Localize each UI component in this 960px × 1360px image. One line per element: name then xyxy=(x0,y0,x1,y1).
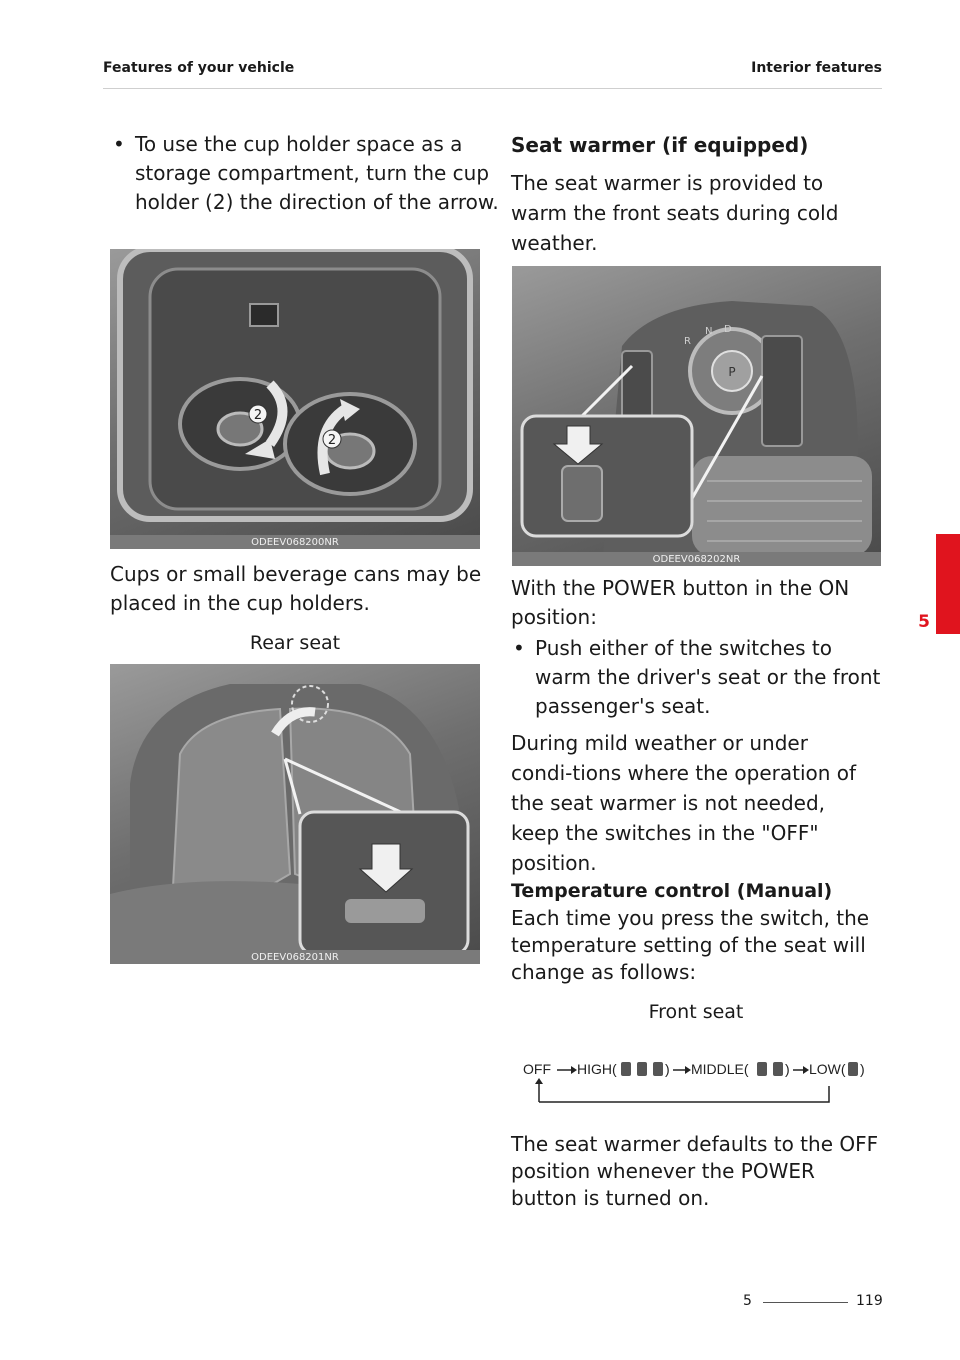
seat-warmer-title: Seat warmer (if equipped) xyxy=(511,133,809,157)
front-seat-label: Front seat xyxy=(648,1001,744,1023)
gear-r: R xyxy=(684,336,691,347)
seq-low-close: ) xyxy=(860,1061,865,1077)
seat-warmer-intro: The seat warmer is provided to warm the front seats during cold weather. xyxy=(511,171,839,255)
seq-middle: MIDDLE( xyxy=(691,1061,749,1077)
heat-level-low-icons xyxy=(848,1062,858,1076)
cup-holder-marker-2: 2 xyxy=(327,433,337,448)
heat-level-high-icons xyxy=(621,1062,663,1076)
seq-high: HIGH( xyxy=(577,1061,617,1077)
rear-seat-label: Rear seat xyxy=(249,632,341,654)
footer-divider xyxy=(763,1302,848,1303)
seat-warmer-illustration xyxy=(512,266,881,566)
seq-middle-close: ) xyxy=(785,1061,790,1077)
heat-level-middle-icons xyxy=(757,1062,783,1076)
header-divider xyxy=(103,88,882,89)
footer-chapter-number: 5 xyxy=(743,1293,752,1309)
cup-holder-marker-1: 2 xyxy=(253,408,263,423)
seq-high-close: ) xyxy=(665,1061,670,1077)
loop-arrow-icon xyxy=(535,1078,543,1084)
defaults-paragraph: The seat warmer defaults to the OFF position whenever the POWER button is turned on. xyxy=(511,1132,879,1210)
header-chapter-title: Interior features xyxy=(751,60,882,76)
header-section-title: Features of your vehicle xyxy=(103,60,295,76)
temp-control-title: Temperature control (Manual) xyxy=(511,880,833,902)
chapter-side-tab xyxy=(936,534,960,634)
mild-weather-paragraph: During mild weather or under condi-tions where the operation of the seat warmer is not needed, keep the switches in the "OFF" position. xyxy=(511,731,857,875)
temperature-sequence-diagram xyxy=(511,1050,881,1110)
gear-p: P xyxy=(728,365,736,379)
gear-n: N xyxy=(705,326,713,337)
cup-holder-bullet: • To use the cup holder space as a storage compartment, turn the cup holder (2) the direction of the arrow. xyxy=(113,130,503,217)
figure-1-code: ODEEV068200NR xyxy=(251,537,339,548)
seat-warmer-bullet: • Push either of the switches to warm the driver's seat or the front passenger's seat. xyxy=(513,634,893,721)
loop-line xyxy=(539,1086,829,1102)
seat-warmer-figure xyxy=(512,266,881,566)
cups-paragraph: Cups or small beverage cans may be placed in the cup holders. xyxy=(110,562,482,615)
cup-holder-figure xyxy=(110,249,480,549)
power-on-paragraph: With the POWER button in the ON position: xyxy=(511,576,850,629)
chapter-side-number: 5 xyxy=(918,612,930,632)
cup-holder-illustration xyxy=(110,249,480,549)
rear-seat-figure xyxy=(110,664,480,964)
temperature-sequence-svg xyxy=(511,1050,881,1110)
gear-d: D xyxy=(724,324,732,335)
footer-page-number: 119 xyxy=(856,1293,883,1309)
temp-control-text: Each time you press the switch, the temperature setting of the seat will change as follows: xyxy=(511,906,870,984)
rear-seat-illustration xyxy=(110,664,480,964)
seq-off: OFF xyxy=(523,1061,551,1077)
seq-low: LOW( xyxy=(809,1061,846,1077)
figure-3-code: ODEEV068202NR xyxy=(652,554,741,565)
figure-2-code: ODEEV068201NR xyxy=(251,952,339,963)
